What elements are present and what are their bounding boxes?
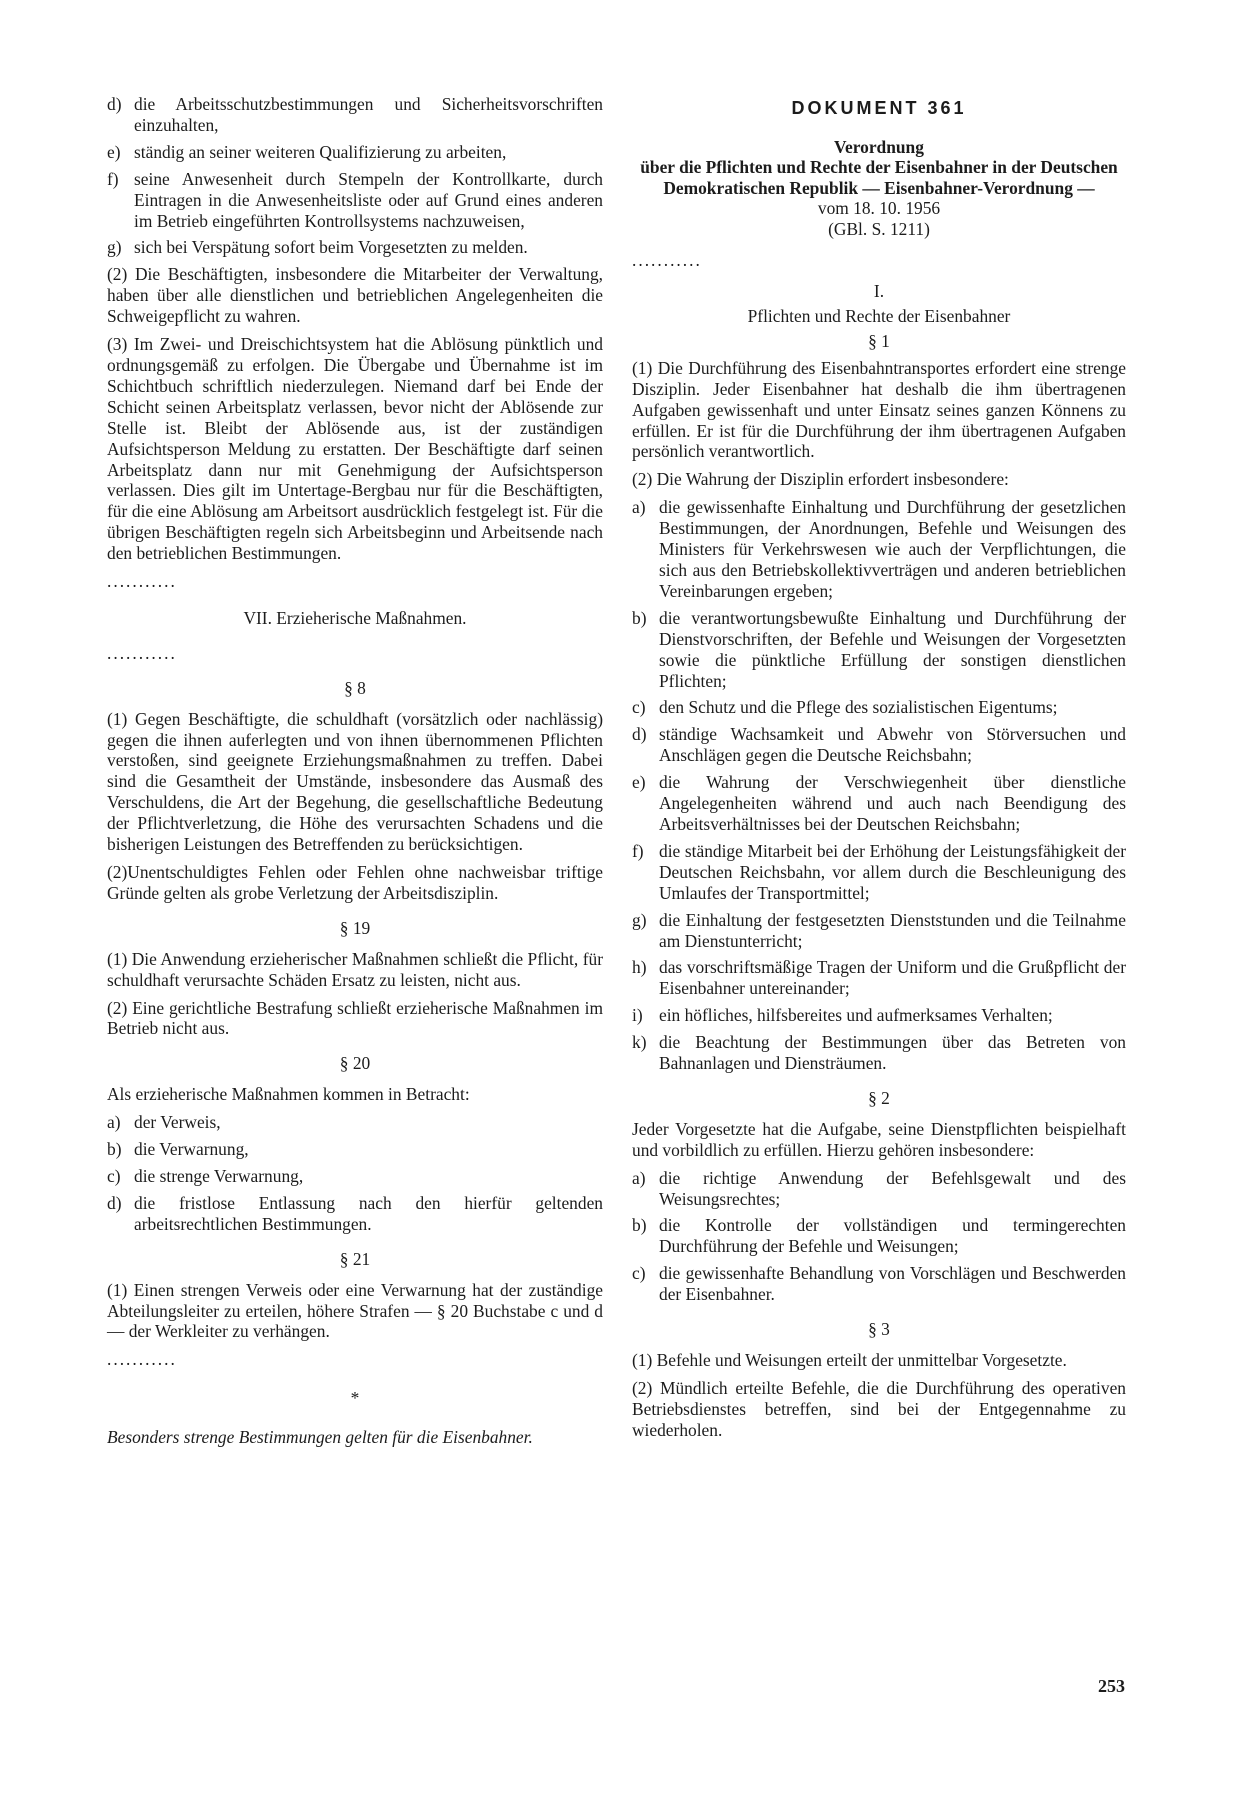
paragraph-heading: § 19 <box>339 917 371 938</box>
item-label: d) <box>107 94 122 114</box>
item-text: sich bei Verspätung sofort beim Vorgesetzten zu melden. <box>134 237 528 258</box>
paragraph: (1) Einen strengen Verweis oder eine Verwarnung hat der zuständige Abteilungsleiter zu erteilen, höhere Strafen — § 20 Buchstabe c und d — der Werkleiter zu verhängen. <box>107 1279 603 1342</box>
item-label: k) <box>632 1032 647 1053</box>
list-item <box>107 1166 603 1187</box>
paragraph: Jeder Vorgesetzte hat die Aufgabe, seine Dienstpflichten beispielhaft und vorbildlich zu erfüllen. Hierzu gehören insbesondere: <box>632 1118 1126 1160</box>
paragraph: (1) Die Anwendung erzieherischer Maßnahmen schließt die Pflicht, für schuldhaft verursachte Schäden Ersatz zu leisten, nicht aus. <box>107 948 603 990</box>
item-label: g) <box>632 909 647 930</box>
item-text: ein höfliches, hilfsbereites und aufmerksames Verhalten; <box>659 1005 1053 1026</box>
list-item <box>107 169 603 232</box>
paragraph: Als erzieherische Maßnahmen kommen in Betracht: <box>107 1084 470 1105</box>
decree-title-line: Verordnung <box>834 136 924 157</box>
paragraph: (2) Mündlich erteilte Befehle, die die Durchführung des operativen Betriebsdienstes betreffen, sind bei der Entgegennahme zu wiederholen. <box>632 1377 1126 1440</box>
item-text: seine Anwesenheit durch Stempeln der Kontrollkarte, durch Eintragen in die Anwesenheitsliste oder auf Grund eines anderen im Betrieb eingeführten Kontrollsystems nachzuweisen, <box>134 168 603 231</box>
decree-date: vom 18. 10. 1956 <box>817 198 941 219</box>
paragraph: (3) Im Zwei- und Dreischichtsystem hat die Ablösung pünktlich und ordnungsgemäß zu erfolgen. Die Übergabe und Übernahme ist im Schichtbuch schriftlich niederzulegen. Niemand darf bei Ende der Schicht seinen Arbeitsplatz verlassen, bevor nicht der Ablösende zur Stelle ist. Bleibt der Ablösende aus, ist der zuständigen Aufsichtsperson Meldung zu erstatten. Der Beschäftigte darf seinen Arbeitsplatz dann nur mit Genehmigung der Aufsichtsperson verlassen. Dies gilt im Untertage-Bergbau nur für die Beschäftigten, für die eine Ablösung am Arbeitsort ausdrücklich festgelegt ist. Für die übrigen Beschäftigten regeln sich Arbeitsbeginn und Arbeitsende nach den betrieblichen Bestimmungen. <box>107 334 603 564</box>
paragraph: (2) Die Wahrung der Disziplin erfordert insbesondere: <box>632 469 1009 490</box>
item-label: e) <box>107 141 121 162</box>
paragraph: (1) Gegen Beschäftigte, die schuldhaft (vorsätzlich oder nachlässig) gegen die ihnen auferlegten und von ihnen übernommenen Pflichten verstoßen, sind geeignete Erziehungsmaßnahmen zu treffen. Dabei sind die Gesamtheit der Umstände, insbesondere das Ausmaß des Verschuldens, die Art der Begehung, die gesellschaftliche Bedeutung der Pflichtverletzung, die Höhe des verursachten Schadens und die bisherigen Leistungen des Betreffenden zu berücksichtigen. <box>107 708 603 855</box>
paragraph-heading: § 2 <box>868 1087 890 1108</box>
page-number: 253 <box>1098 1676 1125 1696</box>
section-number: I. <box>873 281 885 302</box>
item-text: die fristlose Entlassung nach den hierfür geltenden arbeitsrechtlichen Bestimmungen. <box>134 1192 603 1234</box>
item-text: die Einhaltung der festgesetzten Dienststunden und die Teilnahme am Dienstunterricht; <box>659 909 1126 951</box>
item-label: f) <box>632 840 644 861</box>
item-text: den Schutz und die Pflege des sozialistischen Eigentums; <box>659 697 1058 718</box>
list-item <box>107 1139 603 1160</box>
item-label: c) <box>632 1263 646 1284</box>
item-label: a) <box>632 1167 646 1188</box>
item-label: d) <box>107 1192 122 1213</box>
item-label: b) <box>632 1215 647 1236</box>
item-label: h) <box>632 957 647 978</box>
list-item <box>632 697 1126 718</box>
document-title: DOKUMENT 361 <box>791 98 967 118</box>
item-text: die ständige Mitarbeit bei der Erhöhung der Leistungsfähigkeit der Deutschen Reichsbahn, vor allem durch die Beschleunigung des Umlaufes der Transportmittel; <box>659 840 1126 903</box>
item-label: a) <box>632 497 646 518</box>
section-heading: VII. Erzieherische Maßnahmen. <box>243 607 467 628</box>
item-label: d) <box>632 724 647 745</box>
ellipsis-divider: ........... <box>107 571 177 592</box>
list-item <box>107 237 603 258</box>
list-item <box>632 772 1126 835</box>
item-label: f) <box>107 168 119 189</box>
item-text: die gewissenhafte Behandlung von Vorschlägen und Beschwerden der Eisenbahner. <box>659 1263 1126 1305</box>
list-item <box>107 94 603 136</box>
item-label: c) <box>107 1165 121 1186</box>
paragraph-heading: § 20 <box>339 1053 371 1074</box>
item-label: c) <box>632 697 646 718</box>
list-item <box>107 1112 603 1133</box>
item-text: die verantwortungsbewußte Einhaltung und Durchführung der Dienstvorschriften, der Befehle und Weisungen der Vorgesetzten sowie die pünktliche Erfüllung der sonstigen dienstlichen Pflichten; <box>659 607 1126 691</box>
paragraph-heading: § 8 <box>344 677 366 698</box>
right-column <box>632 94 1126 1448</box>
list-item <box>107 142 603 163</box>
item-text: die richtige Anwendung der Befehlsgewalt und des Weisungsrechtes; <box>659 1167 1126 1209</box>
ellipsis-divider: ........... <box>632 250 702 271</box>
paragraph: (1) Befehle und Weisungen erteilt der unmittelbar Vorgesetzte. <box>632 1350 1067 1370</box>
item-text: ständige Wachsamkeit und Abwehr von Störversuchen und Anschlägen gegen die Deutsche Reichsbahn; <box>659 724 1126 766</box>
list-item <box>632 1263 1126 1305</box>
decree-gazette-ref: (GBl. S. 1211) <box>828 219 930 240</box>
asterisk-divider: * <box>350 1388 360 1409</box>
paragraph-heading: § 21 <box>339 1248 371 1269</box>
list-item <box>632 1032 1126 1074</box>
item-text: die Wahrung der Verschwiegenheit über dienstliche Angelegenheiten während und auch nach Beendigung des Arbeitsverhältnisses bei der Deutschen Reichsbahn; <box>659 772 1126 834</box>
list-item <box>632 497 1126 602</box>
ellipsis-divider: ........... <box>107 1349 177 1370</box>
item-text: die Arbeitsschutzbestimmungen und Sicherheitsvorschriften einzuhalten, <box>134 94 603 135</box>
ellipsis-divider: ........... <box>107 642 177 663</box>
item-text: die strenge Verwarnung, <box>134 1165 304 1186</box>
item-text: die Beachtung der Bestimmungen über das Betreten von Bahnanlagen und Diensträumen. <box>659 1032 1126 1074</box>
item-label: b) <box>632 607 647 628</box>
item-text: das vorschriftsmäßige Tragen der Uniform und die Grußpflicht der Eisenbahner untereinander; <box>659 957 1126 999</box>
list-item <box>632 910 1126 952</box>
left-column <box>107 94 603 1465</box>
item-text: die Verwarnung, <box>134 1139 249 1160</box>
item-text: der Verweis, <box>134 1112 221 1133</box>
item-text: die gewissenhafte Einhaltung und Durchführung der gesetzlichen Bestimmungen, der Anordnungen, Befehle und Weisungen des Ministers für Verkehrswesen wie auch der Verpflichtungen, die sich aus den Betriebskollektivverträgen und anderen betrieblichen Vereinbarungen ergeben; <box>659 497 1126 601</box>
item-text: die Kontrolle der vollständigen und termingerechten Durchführung der Befehle und Weisungen; <box>659 1215 1126 1257</box>
item-label: e) <box>632 772 646 793</box>
list-item <box>632 608 1126 692</box>
list-item <box>632 724 1126 766</box>
list-item <box>632 1005 1126 1026</box>
item-label: b) <box>107 1139 122 1160</box>
list-item <box>632 1215 1126 1257</box>
list-item <box>107 1193 603 1235</box>
italic-note: Besonders strenge Bestimmungen gelten für die Eisenbahner. <box>107 1426 533 1447</box>
item-label: a) <box>107 1112 121 1133</box>
list-item <box>632 841 1126 904</box>
paragraph: (2) Die Beschäftigten, insbesondere die Mitarbeiter der Verwaltung, haben über alle dienstlichen und betrieblichen Angelegenheiten die Schweigepflicht zu wahren. <box>107 264 603 327</box>
section-title: Pflichten und Rechte der Eisenbahner <box>747 306 1011 327</box>
item-text: ständig an seiner weiteren Qualifizierung zu arbeiten, <box>134 141 507 162</box>
item-label: i) <box>632 1005 643 1026</box>
list-item <box>632 957 1126 999</box>
list-item <box>632 1168 1126 1210</box>
paragraph: (2) Eine gerichtliche Bestrafung schließt erzieherische Maßnahmen im Betrieb nicht aus. <box>107 997 603 1039</box>
paragraph: (2)Unentschuldigtes Fehlen oder Fehlen ohne nachweisbar triftige Gründe gelten als grobe Verletzung der Arbeitsdisziplin. <box>107 862 603 903</box>
paragraph: (1) Die Durchführung des Eisenbahntransportes erfordert eine strenge Disziplin. Jeder Eisenbahner hat deshalb die ihm übertragenen Aufgaben gewissenhaft und unter Einsatz seines ganzen Könnens zu erfüllen. Er ist für die Durchführung der ihm übertragenen Aufgaben persönlich verantwortlich. <box>632 357 1126 462</box>
paragraph-heading: § 1 <box>868 330 890 351</box>
decree-title-subline: über die Pflichten und Rechte der Eisenbahner in der Deutschen Demokratischen Republik — Eisenbahner-Verordnung — <box>640 157 1118 198</box>
item-label: g) <box>107 237 122 258</box>
paragraph-heading: § 3 <box>868 1319 890 1340</box>
